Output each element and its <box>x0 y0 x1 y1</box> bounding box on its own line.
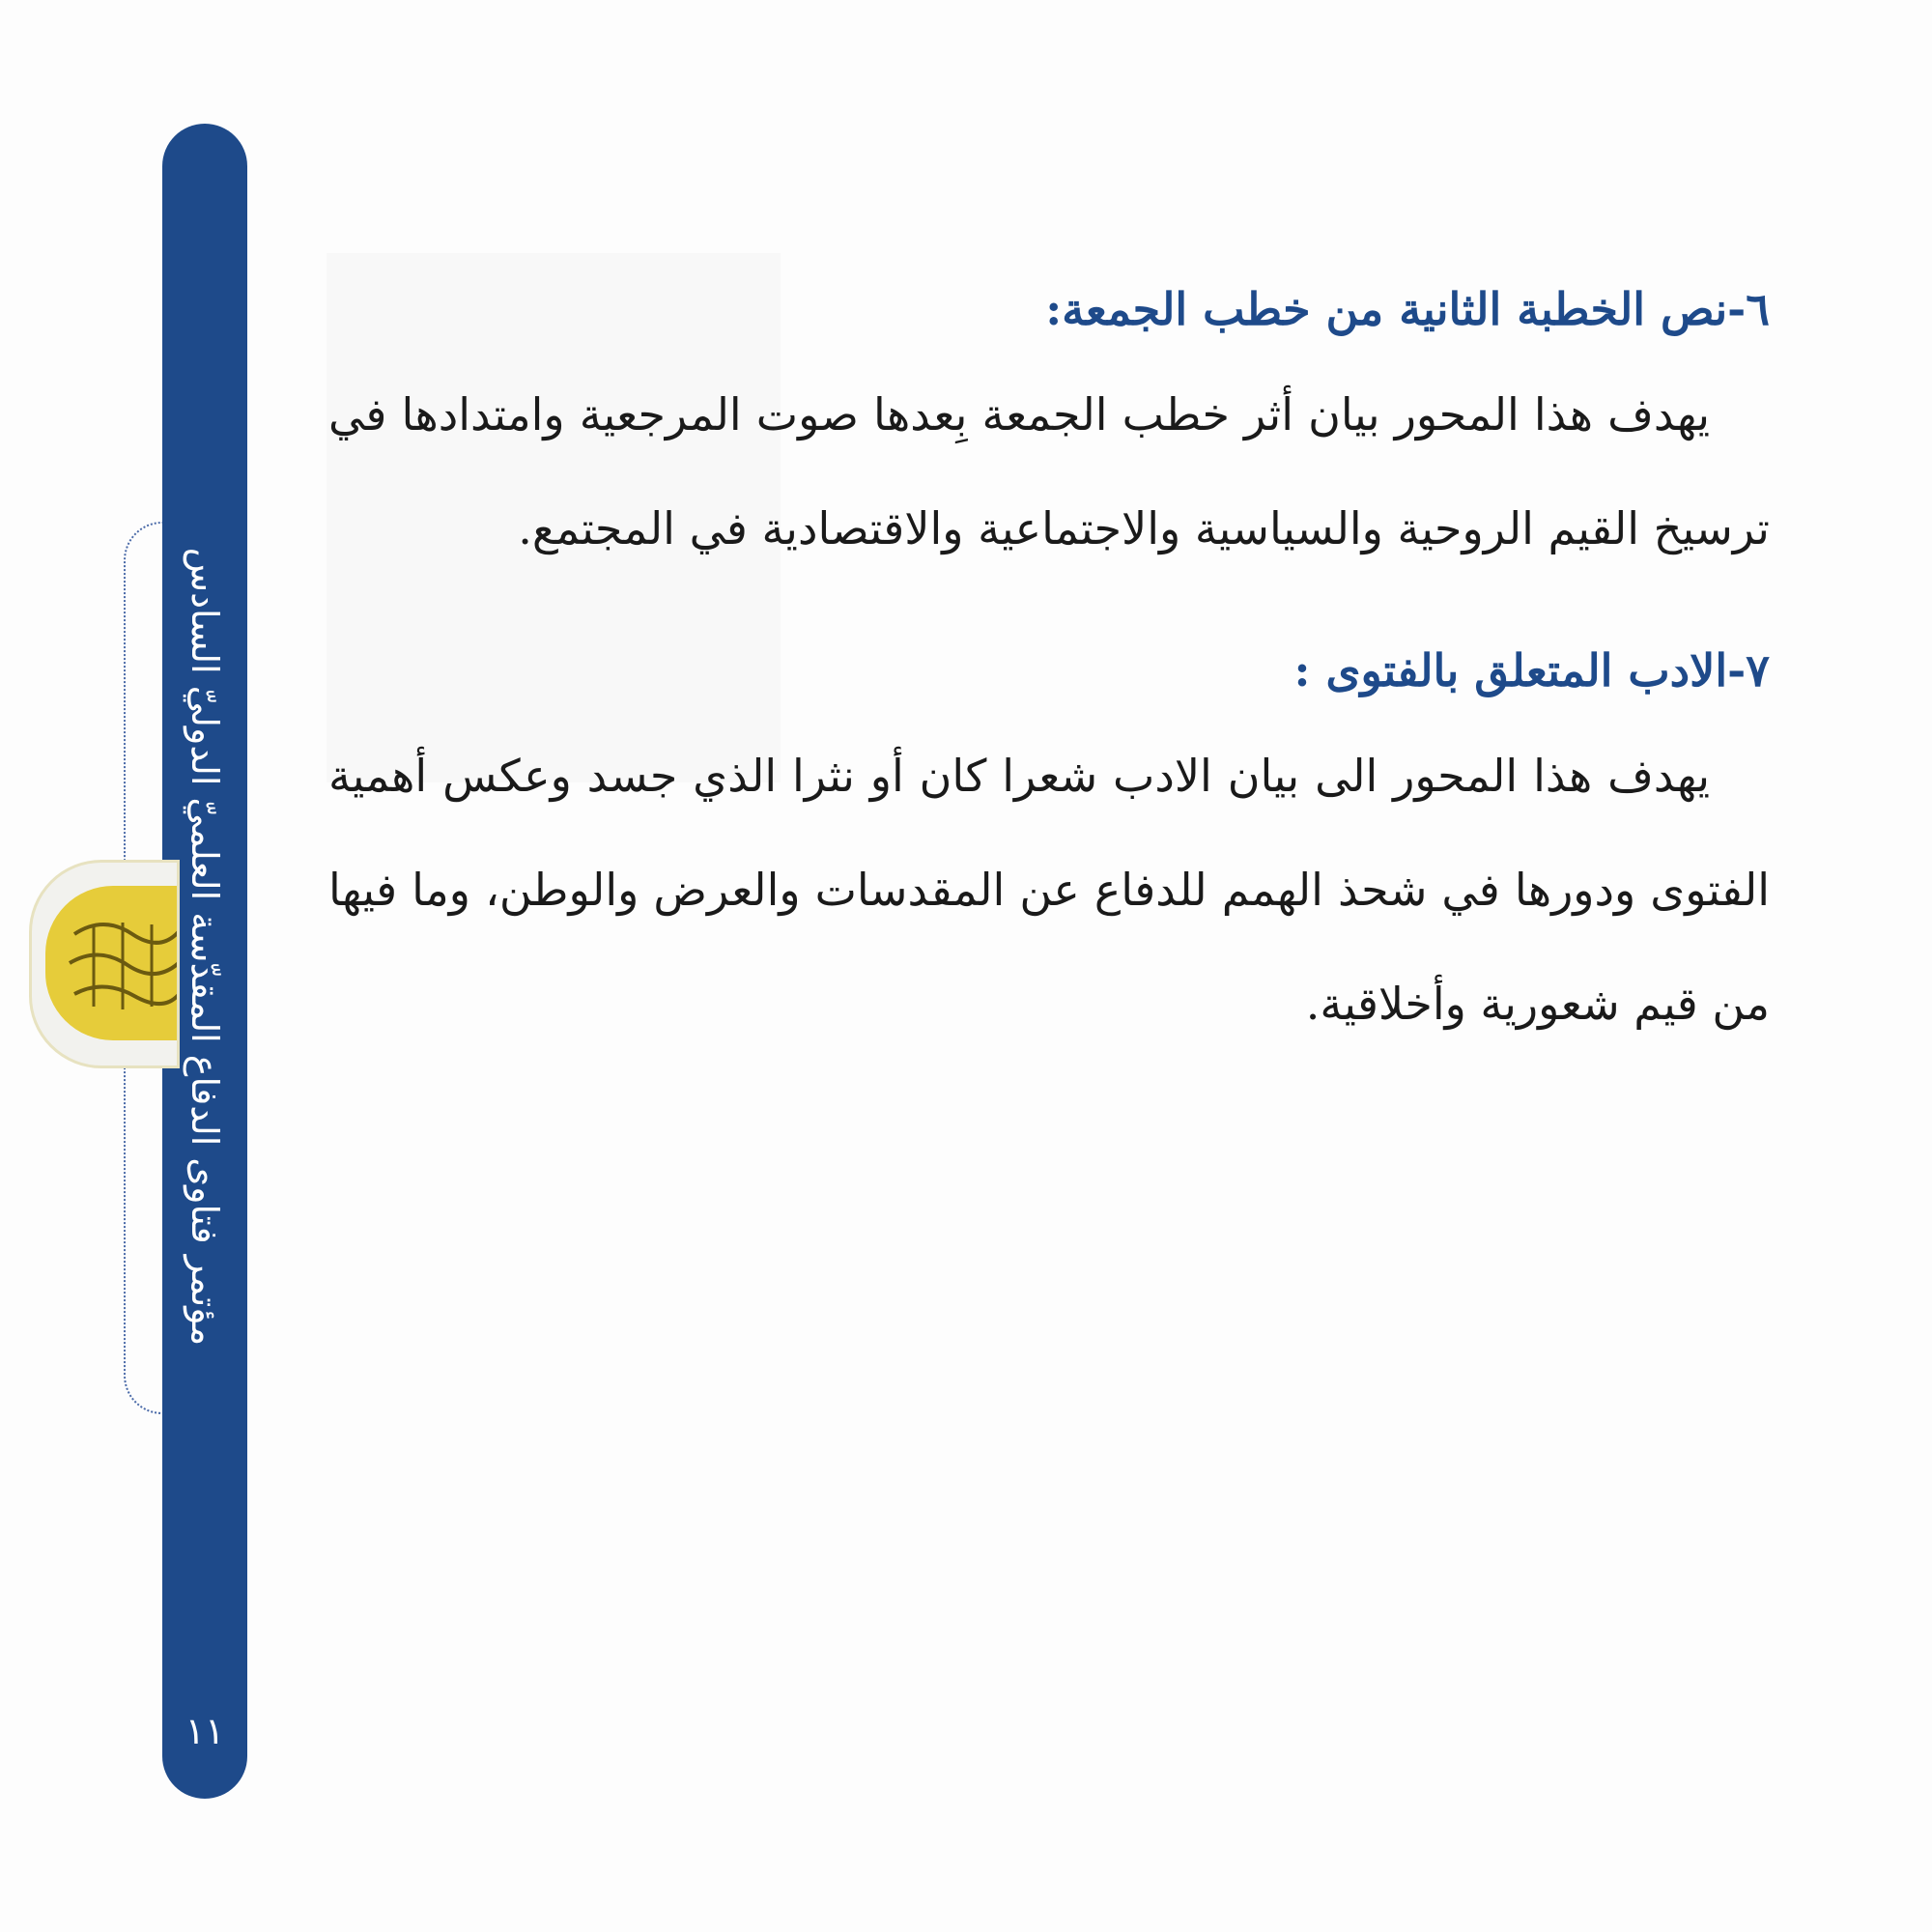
section-heading-6: ٦-نص الخطبة الثانية من خطب الجمعة: <box>1045 283 1770 335</box>
page-number: ١١ <box>185 1710 225 1752</box>
logo-emblem <box>45 886 180 1040</box>
section-body-6: يهدف هذا المحور بيان أثر خطب الجمعة بِعدها صوت المرجعية وامتدادها في ترسيخ القيم الروحية والسياسية والاجتماعية والاقتصادية في المجتمع. <box>328 388 1770 554</box>
section-body-7: يهدف هذا المحور الى بيان الادب شعرا كان أو نثرا الذي جسد وعكس أهمية الفتوى ودورها في شحذ الهمم للدفاع عن المقدسات والعرض والوطن، وما فيها من قيم شعورية وأخلاقية. <box>328 750 1770 1030</box>
sidebar-title: مؤتمر فتاوى الدفاع المقدّسة العلميّ الدوليّ السادس <box>184 547 226 1347</box>
section-heading-7: ٧-الادب المتعلق بالفتوى : <box>1293 644 1770 696</box>
main-content <box>328 261 1770 1061</box>
calligraphy-icon <box>45 886 180 1040</box>
logo-badge <box>29 860 180 1068</box>
